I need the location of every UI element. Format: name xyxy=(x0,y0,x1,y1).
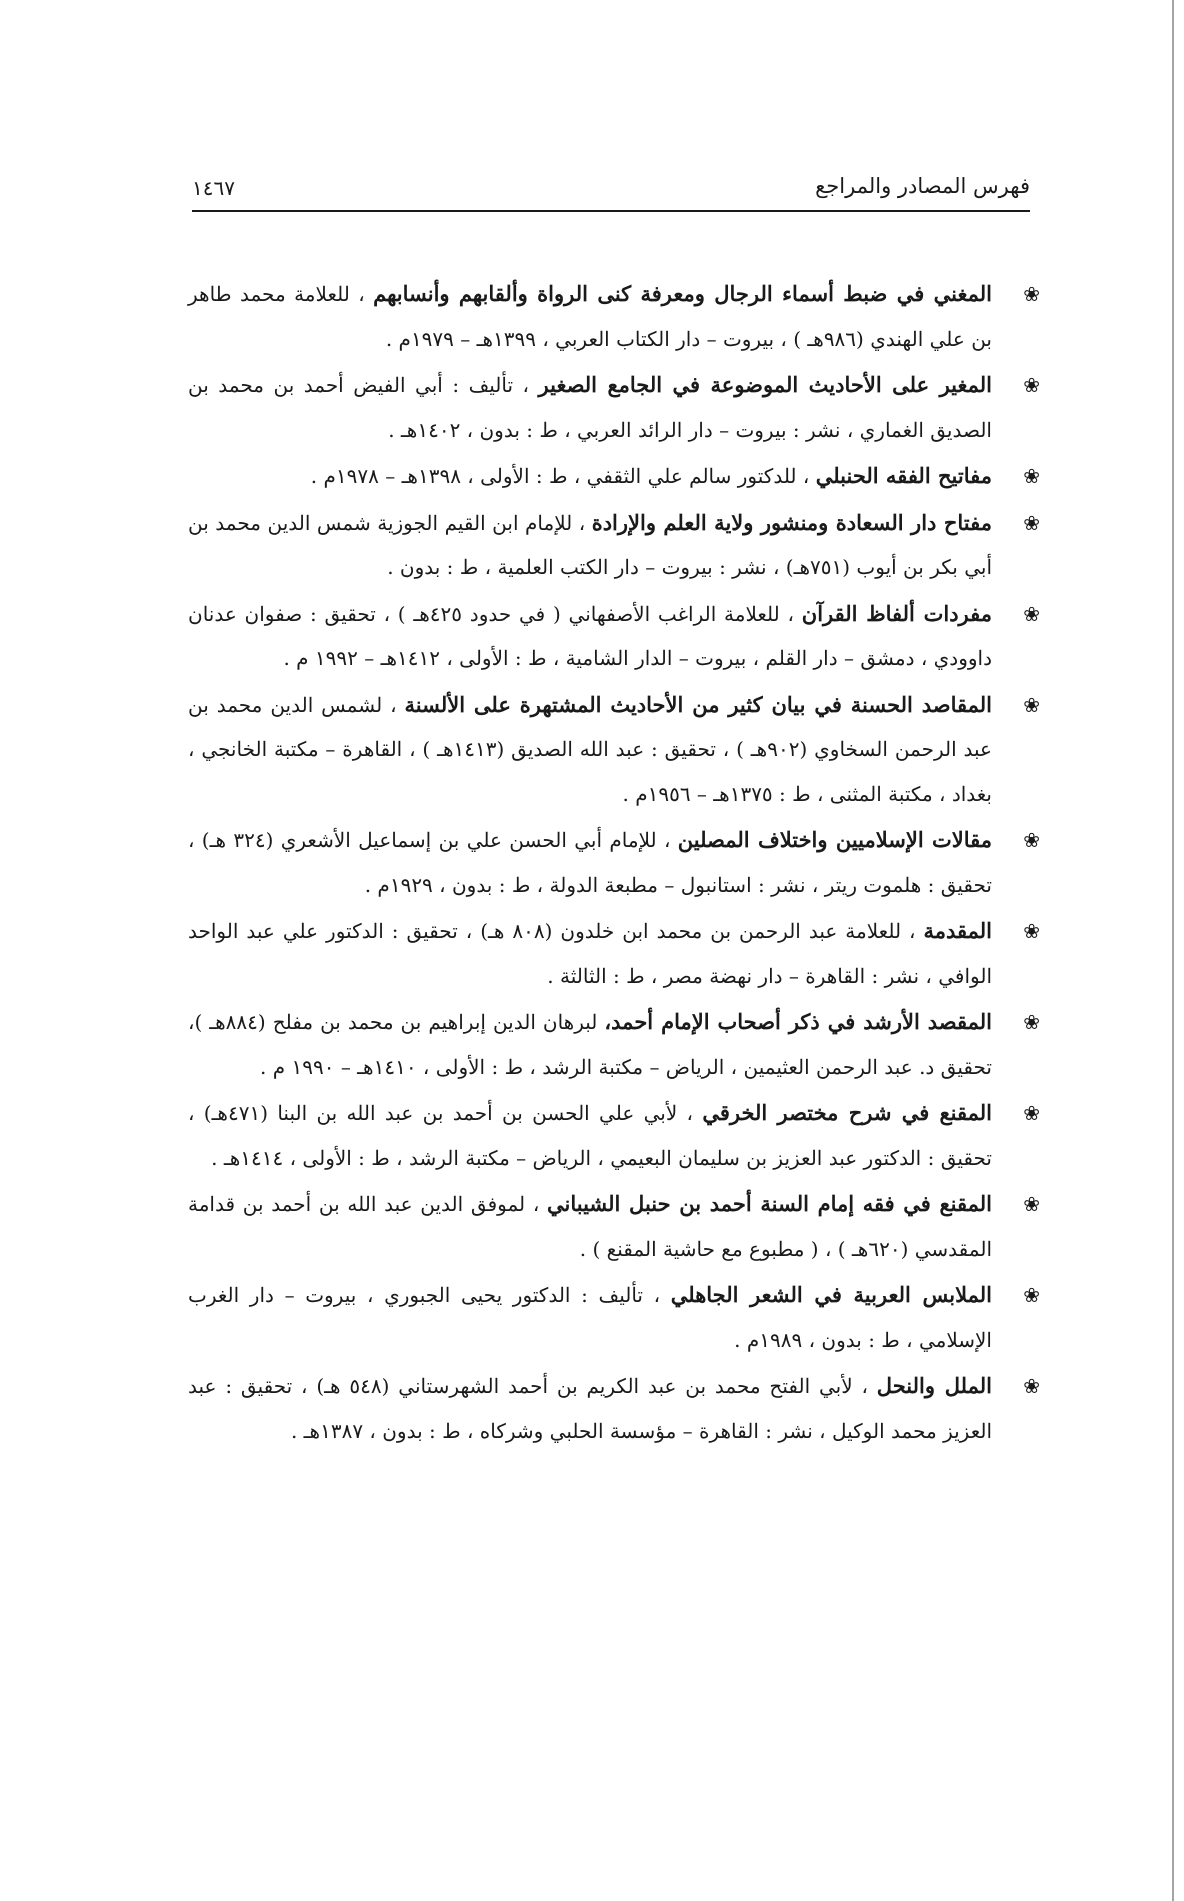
bibliography-entry xyxy=(188,1091,1040,1180)
entry-title: المغني في ضبط أسماء الرجال ومعرفة كنى الرواة وألقابهم وأنسابهم xyxy=(373,281,992,306)
bibliography-entry xyxy=(188,501,1040,590)
flower-bullet-icon: ❀ xyxy=(1023,601,1040,626)
entry-text: ، للإمام أبي الحسن علي بن إسماعيل الأشعري (٣٢٤ هـ) ، تحقيق : هلموت ريتر ، نشر : استانبول – مطبعة الدولة ، ط : بدون ، ١٩٢٩م . xyxy=(188,828,992,897)
entry-title: مفتاح دار السعادة ومنشور ولاية العلم والإرادة xyxy=(591,509,992,535)
bibliography-entry xyxy=(188,909,1040,998)
entry-title: المقصد الأرشد في ذكر أصحاب الإمام أحمد، xyxy=(604,1009,992,1034)
entry-title: المقنع في شرح مختصر الخرقي xyxy=(702,1100,993,1125)
running-title: فهرس المصادر والمراجع xyxy=(815,174,1030,198)
entry-title: المغير على الأحاديث الموضوعة في الجامع الصغير xyxy=(538,372,992,397)
entry-text: ، للعلامة محمد طاهر بن علي الهندي (٩٨٦هـ ) ، بيروت – دار الكتاب العربي ، ١٣٩٩هـ – ١٩٧٩م . xyxy=(188,282,992,351)
flower-bullet-icon: ❀ xyxy=(1023,1283,1040,1307)
bibliography-entry xyxy=(188,683,1040,817)
flower-bullet-icon: ❀ xyxy=(1023,1101,1040,1125)
bibliography-entry xyxy=(188,1364,1040,1453)
flower-bullet-icon: ❀ xyxy=(1023,1192,1040,1216)
entry-text: ، للعلامة عبد الرحمن بن محمد ابن خلدون (٨٠٨ هـ) ، تحقيق : الدكتور علي عبد الواحد الوافي ، نشر : القاهرة – دار نهضة مصر ، ط : الثالثة . xyxy=(188,919,992,988)
flower-bullet-icon: ❀ xyxy=(1023,282,1040,306)
bibliography-entry xyxy=(188,1182,1040,1271)
bibliography-entry xyxy=(188,1000,1040,1089)
entry-title: المقدمة xyxy=(923,918,993,943)
page-number: ١٤٦٧ xyxy=(192,176,235,200)
header-rule xyxy=(192,210,1030,212)
entry-text: ، لشمس الدين محمد بن عبد الرحمن السخاوي (٩٠٢هـ ) ، تحقيق : عبد الله الصديق (١٤١٣هـ ) ، القاهرة – مكتبة الخانجي ، بغداد ، مكتبة المثنى ، ط : ١٣٧٥هـ – ١٩٥٦م . xyxy=(188,692,992,806)
flower-bullet-icon: ❀ xyxy=(1023,828,1040,852)
entry-text: ، للدكتور سالم علي الثقفي ، ط : الأولى ، ١٣٩٨هـ – ١٩٧٨م . xyxy=(310,464,810,488)
flower-bullet-icon: ❀ xyxy=(1023,692,1040,717)
entry-text: ، لموفق الدين عبد الله بن أحمد بن قدامة المقدسي (٦٢٠هـ ) ، ( مطبوع مع حاشية المقنع ) . xyxy=(188,1192,992,1261)
flower-bullet-icon: ❀ xyxy=(1023,919,1040,943)
flower-bullet-icon: ❀ xyxy=(1023,1374,1040,1398)
bibliography-entry xyxy=(188,1273,1040,1362)
entry-title: مقالات الإسلاميين واختلاف المصلين xyxy=(677,827,992,852)
flower-bullet-icon: ❀ xyxy=(1023,510,1040,535)
flower-bullet-icon: ❀ xyxy=(1023,373,1040,397)
bibliography-list xyxy=(188,272,1040,1455)
page-header xyxy=(192,172,1030,210)
entry-title: مفردات ألفاظ القرآن xyxy=(801,600,993,626)
entry-text: ، للعلامة الراغب الأصفهاني ( في حدود ٤٢٥هـ ) ، تحقيق : صفوان عدنان داوودي ، دمشق – دار القلم ، بيروت – الدار الشامية ، ط : الأولى ، ١٤١٢هـ – ١٩٩٢ م . xyxy=(188,601,992,670)
entry-text: ، للإمام ابن القيم الجوزية شمس الدين محمد بن أبي بكر بن أيوب (٧٥١هـ) ، نشر : بيروت – دار الكتب العلمية ، ط : بدون . xyxy=(188,510,992,579)
entry-text: ، لأبي الفتح محمد بن عبد الكريم بن أحمد الشهرستاني (٥٤٨ هـ) ، تحقيق : عبد العزيز محمد الوكيل ، نشر : القاهرة – مؤسسة الحلبي وشركاه ، ط : بدون ، ١٣٨٧هـ . xyxy=(188,1374,992,1443)
page-edge-line xyxy=(1172,0,1174,1901)
bibliography-entry xyxy=(188,592,1040,681)
bibliography-entry xyxy=(188,272,1040,361)
entry-title: المقاصد الحسنة في بيان كثير من الأحاديث المشتهرة على الألسنة xyxy=(404,691,993,717)
entry-title: الملل والنحل xyxy=(876,1373,992,1398)
flower-bullet-icon: ❀ xyxy=(1023,1010,1040,1034)
bibliography-entry xyxy=(188,454,1040,499)
entry-title: المقنع في فقه إمام السنة أحمد بن حنبل الشيباني xyxy=(547,1191,992,1216)
entry-title: مفاتيح الفقه الحنبلي xyxy=(815,463,992,488)
entry-text: ، تأليف : الدكتور يحيى الجبوري ، بيروت – دار الغرب الإسلامي ، ط : بدون ، ١٩٨٩م . xyxy=(188,1283,992,1352)
entry-text: ، لأبي علي الحسن بن أحمد بن عبد الله بن البنا (٤٧١هـ) ، تحقيق : الدكتور عبد العزيز بن سليمان البعيمي ، الرياض – مكتبة الرشد ، ط : الأولى ، ١٤١٤هـ . xyxy=(188,1101,992,1170)
bibliography-entry xyxy=(188,818,1040,907)
flower-bullet-icon: ❀ xyxy=(1023,464,1040,488)
entry-text: لبرهان الدين إبراهيم بن محمد بن مفلح (٨٨٤هـ )، تحقيق د. عبد الرحمن العثيمين ، الرياض – مكتبة الرشد ، ط : الأولى ، ١٤١٠هـ – ١٩٩٠ م . xyxy=(188,1010,992,1079)
bibliography-entry xyxy=(188,363,1040,452)
entry-text: ، تأليف : أبي الفيض أحمد بن محمد بن الصديق الغماري ، نشر : بيروت – دار الرائد العربي ، ط : بدون ، ١٤٠٢هـ . xyxy=(188,373,992,442)
entry-title: الملابس العربية في الشعر الجاهلي xyxy=(670,1282,992,1307)
